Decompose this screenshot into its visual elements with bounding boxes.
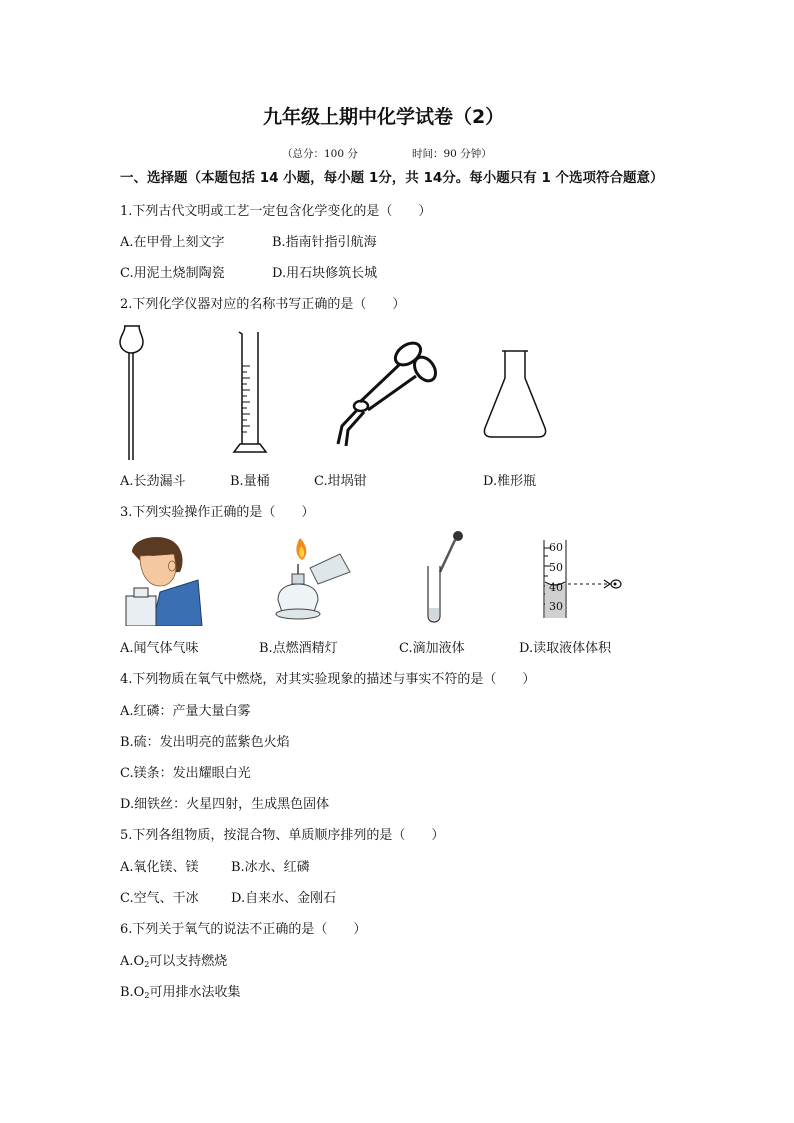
graduated-cylinder-icon — [230, 328, 270, 456]
conical-flask-icon — [480, 348, 550, 440]
question-3-option-b: B.点燃酒精灯 — [259, 641, 338, 656]
question-1-option-d: D.用石块修筑长城 — [272, 266, 378, 281]
smelling-gas-illustration — [122, 534, 204, 626]
question-1-stem: 1.下列古代文明或工艺一定包含化学变化的是（ ） — [120, 204, 432, 219]
question-2-option-c: C.坩埚钳 — [314, 474, 367, 489]
question-4-stem: 4.下列物质在氧气中燃烧，对其实验现象的描述与事实不符的是（ ） — [120, 672, 536, 687]
question-2-stem: 2.下列化学仪器对应的名称书写正确的是（ ） — [120, 297, 406, 312]
question-2-option-d: D.椎形瓶 — [483, 474, 537, 489]
scale-label-30: 30 — [549, 600, 563, 613]
question-6-option-b — [120, 985, 240, 1004]
question-4-option-d: D.细铁丝：火星四射，生成黑色固体 — [120, 797, 330, 812]
question-5-stem: 5.下列各组物质，按混合物、单质顺序排列的是（ ） — [120, 828, 445, 843]
option-b-text: 可用排水法收集 — [149, 985, 241, 1000]
question-3-option-d: D.读取液体体积 — [519, 641, 612, 656]
question-3-stem: 3.下列实验操作正确的是（ ） — [120, 505, 315, 520]
total-score-label: （总分：100 分 — [282, 148, 358, 160]
question-2-option-a: A.长劲漏斗 — [120, 474, 186, 489]
option-a-text: 可以支持燃烧 — [149, 954, 228, 969]
alcohol-lamp-illustration — [270, 534, 354, 624]
long-neck-funnel-icon — [112, 322, 152, 464]
option-a-prefix: A.O — [120, 954, 145, 969]
question-1-option-a: A.在甲骨上刻文字 — [120, 235, 225, 250]
question-3-option-c: C.滴加液体 — [399, 641, 465, 656]
question-1-option-b: B.指南针指引航海 — [272, 235, 377, 250]
crucible-tongs-icon — [330, 336, 440, 448]
option-b-subscript: 2 — [144, 991, 150, 1000]
page-title: 九年级上期中化学试卷（2） — [263, 106, 505, 128]
question-6-stem: 6.下列关于氧气的说法不正确的是（ ） — [120, 922, 367, 937]
section-heading: 一、选择题（本题包括 14 小题，每小题 1分，共 14分。每小题只有 1 个选项符合题意） — [120, 170, 664, 186]
question-6-option-a — [120, 954, 227, 973]
dropper-test-tube-illustration — [420, 530, 470, 628]
option-b-prefix: B.O — [120, 985, 145, 1000]
question-5-option-c: C.空气、干冰 — [120, 891, 199, 906]
scale-label-60: 60 — [549, 541, 563, 554]
question-5-option-d: D.自来水、金刚石 — [231, 891, 337, 906]
question-4-option-b: B.硫：发出明亮的蓝紫色火焰 — [120, 735, 290, 750]
question-1-option-c: C.用泥土烧制陶瓷 — [120, 266, 225, 281]
question-5-option-a: A.氧化镁、镁 — [120, 860, 199, 875]
question-5-option-b: B.冰水、红磷 — [231, 860, 310, 875]
question-4-option-c: C.镁条：发出耀眼白光 — [120, 766, 251, 781]
scale-label-40: 40 — [549, 581, 563, 594]
question-3-option-a: A.闻气体气味 — [120, 641, 199, 656]
scale-label-50: 50 — [549, 561, 563, 574]
time-limit-label: 时间：90 分钟） — [412, 148, 492, 160]
option-a-subscript: 2 — [144, 960, 150, 969]
question-4-option-a: A.红磷：产量大量白雾 — [120, 704, 251, 719]
question-2-option-b: B.量桶 — [230, 474, 270, 489]
